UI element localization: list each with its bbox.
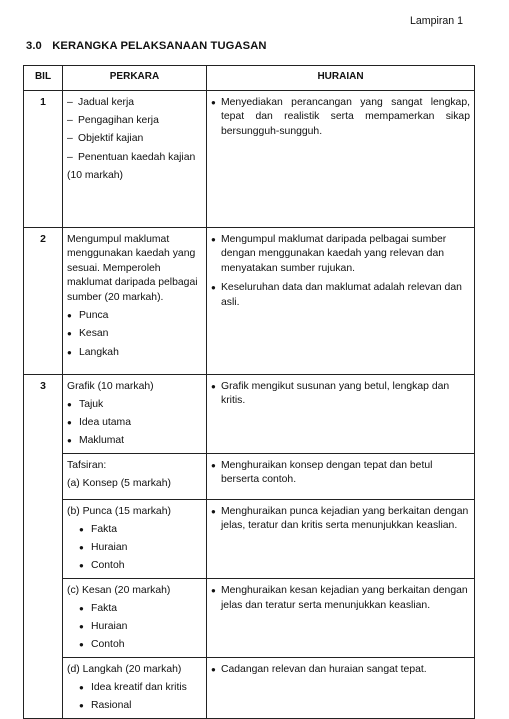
- header-bil: BIL: [24, 66, 63, 91]
- list-item: ● Grafik mengikut susunan yang betul, lengkap dan kritis.: [211, 380, 450, 407]
- list-item: ● Idea utama: [67, 416, 131, 428]
- list-item: ● Mengumpul maklumat daripada pelbagai sumber dengan menggunakan kaedah yang relevan dan menyatakan sumber rujukan.: [211, 233, 447, 274]
- subsection-title: (d) Langkah (20 markah): [67, 664, 182, 676]
- list-item: ● Idea kreatif dan kritis: [79, 682, 187, 694]
- table-row: [24, 499, 475, 578]
- kerangka-table: [23, 65, 475, 719]
- list-item: – Objektif kajian: [67, 133, 144, 145]
- list-item: ● Contoh: [79, 560, 125, 572]
- perkara-cell: [63, 453, 207, 499]
- list-item: ● Langkah: [67, 346, 119, 358]
- list-item: ● Maklumat: [67, 435, 125, 447]
- subsection-title: Tafsiran:: [67, 459, 107, 471]
- perkara-cell: [63, 374, 207, 453]
- list-item: ● Fakta: [79, 603, 117, 615]
- huraian-cell: [207, 658, 475, 719]
- table-row: [24, 374, 475, 453]
- section-title: KERANGKA PELAKSANAAN TUGASAN: [52, 40, 267, 52]
- table-row: [24, 578, 475, 657]
- list-item: – Pengagihan kerja: [67, 114, 159, 126]
- perkara-cell: [63, 227, 207, 374]
- list-item: ● Keseluruhan data dan maklumat adalah relevan dan asli.: [211, 282, 462, 308]
- huraian-cell: [207, 499, 475, 578]
- list-item: ● Menghuraikan kesan kejadian yang berkaitan dengan jelas dan teratur serta menunjukkan keaslian.: [211, 584, 468, 611]
- list-item: ● Cadangan relevan dan huraian sangat tepat.: [211, 664, 427, 676]
- list-item: ● Huraian: [79, 621, 128, 633]
- subsection-title: (b) Punca (15 markah): [67, 505, 171, 517]
- list-item: ● Tajuk: [67, 398, 104, 410]
- section-heading: [26, 40, 267, 52]
- list-item: ● Menyediakan perancangan yang sangat lengkap, tepat dan realistik serta mempamerkan sikap bersungguh-sungguh.: [211, 96, 470, 137]
- huraian-cell: [207, 374, 475, 453]
- table-row: [24, 453, 475, 499]
- perkara-cell: [63, 658, 207, 719]
- list-item: ● Rasional: [79, 700, 132, 712]
- list-item: ● Menghuraikan konsep dengan tepat dan betul berserta contoh.: [211, 459, 433, 486]
- subsection-sub: (a) Konsep (5 markah): [67, 478, 171, 490]
- lampiran-label: Lampiran 1: [410, 15, 463, 27]
- table-row: [24, 227, 475, 374]
- perkara-cell: [63, 499, 207, 578]
- list-item: ● Huraian: [79, 542, 128, 554]
- row-number: 2: [24, 227, 63, 374]
- huraian-cell: [207, 453, 475, 499]
- huraian-cell: [207, 227, 475, 374]
- perkara-text: Mengumpul maklumat menggunakan kaedah yang sesuai. Memperoleh maklumat daripada pelbagai sumber (20 markah).: [67, 233, 198, 303]
- list-item: ● Contoh: [79, 639, 125, 651]
- header-perkara: PERKARA: [63, 66, 207, 91]
- row-number: 1: [24, 90, 63, 227]
- perkara-cell: [63, 578, 207, 657]
- huraian-cell: [207, 578, 475, 657]
- list-item: ● Menghuraikan punca kejadian yang berkaitan dengan jelas, teratur dan kritis serta menunjukkan keaslian.: [211, 505, 469, 532]
- list-item: ● Punca: [67, 310, 109, 322]
- section-number: 3.0: [26, 40, 42, 52]
- subsection-title: Grafik (10 markah): [67, 380, 154, 392]
- row-number: 3: [24, 374, 63, 718]
- table-row: [24, 90, 475, 227]
- header-huraian: HURAIAN: [207, 66, 475, 91]
- perkara-cell: [63, 90, 207, 227]
- marks-label: (10 markah): [67, 170, 124, 182]
- list-item: – Penentuan kaedah kajian: [67, 151, 196, 163]
- list-item: ● Kesan: [67, 328, 109, 340]
- huraian-cell: [207, 90, 475, 227]
- table-header-row: [24, 66, 475, 91]
- list-item: ● Fakta: [79, 523, 117, 535]
- table-row: [24, 658, 475, 719]
- subsection-title: (c) Kesan (20 markah): [67, 584, 171, 596]
- list-item: – Jadual kerja: [67, 96, 135, 108]
